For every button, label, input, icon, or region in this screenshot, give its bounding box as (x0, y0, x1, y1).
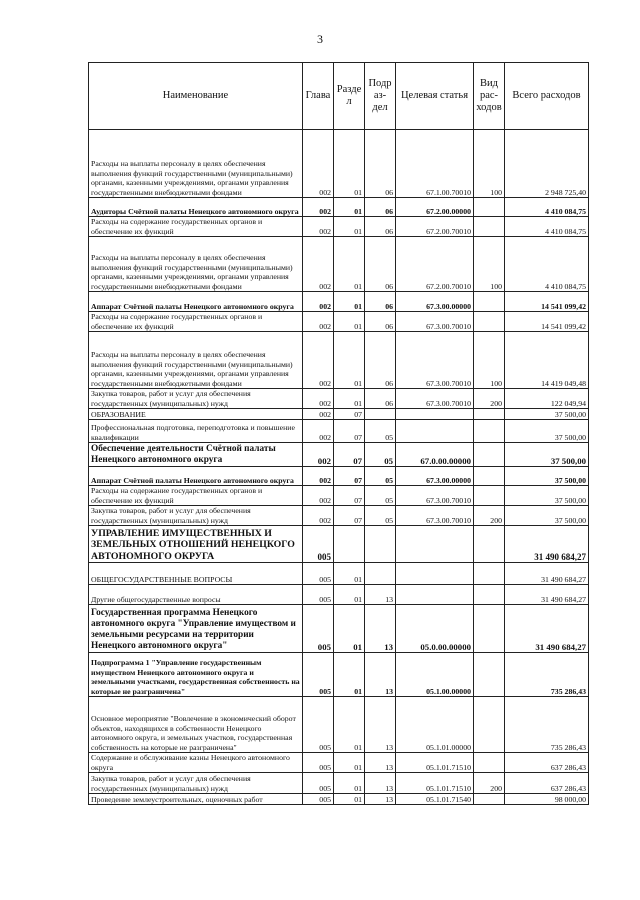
table-row (89, 486, 589, 506)
cell-total: 14 541 099,42 (505, 312, 589, 332)
cell-name: Расходы на выплаты персоналу в целях обеспечения выполнения функций государственными (муниципальными) органами, казенными учреждениями, органами управления государственными внебюджетными фондами (89, 332, 303, 389)
cell-podrazdel: 05 (365, 506, 396, 526)
cell-glava: 002 (303, 332, 334, 389)
table-row (89, 585, 589, 605)
cell-glava: 005 (303, 653, 334, 697)
budget-table (88, 62, 589, 805)
cell-glava: 005 (303, 697, 334, 753)
cell-vid: 200 (474, 389, 505, 409)
cell-razdel: 01 (334, 237, 365, 292)
cell-podrazdel (365, 409, 396, 420)
cell-podrazdel: 06 (365, 130, 396, 198)
cell-vid (474, 697, 505, 753)
cell-razdel: 01 (334, 292, 365, 312)
cell-vid (474, 486, 505, 506)
cell-razdel: 01 (334, 794, 365, 805)
header-total: Всего расходов (505, 63, 589, 130)
table-row (89, 653, 589, 697)
cell-podrazdel: 06 (365, 237, 396, 292)
cell-vid (474, 409, 505, 420)
cell-razdel: 01 (334, 753, 365, 773)
cell-total: 735 286,43 (505, 653, 589, 697)
cell-podrazdel: 06 (365, 217, 396, 237)
cell-name: Закупка товаров, работ и услуг для обеспечения государственных (муниципальных) нужд (89, 773, 303, 794)
cell-razdel: 07 (334, 486, 365, 506)
cell-name: Основное мероприятие "Вовлечение в экономический оборот объектов, находящихся в собственности Ненецкого автономного округа, и земельных участков, государственная собственность на которые не разграничена" (89, 697, 303, 753)
cell-podrazdel: 13 (365, 753, 396, 773)
cell-vid (474, 420, 505, 443)
table-row (89, 697, 589, 753)
cell-podrazdel (365, 526, 396, 563)
cell-name: Проведение землеустроительных, оценочных работ (89, 794, 303, 805)
cell-podrazdel: 06 (365, 312, 396, 332)
cell-podrazdel: 13 (365, 605, 396, 653)
cell-name: Расходы на выплаты персоналу в целях обеспечения выполнения функций государственными (муниципальными) органами, казенными учреждениями, органами управления государственными внебюджетными фондами (89, 237, 303, 292)
cell-vid (474, 526, 505, 563)
cell-total: 637 286,43 (505, 773, 589, 794)
cell-podrazdel: 05 (365, 486, 396, 506)
cell-vid (474, 794, 505, 805)
cell-glava: 005 (303, 526, 334, 563)
cell-target: 05.1.01.71510 (396, 753, 474, 773)
table-row (89, 563, 589, 585)
cell-target: 67.3.00.00000 (396, 467, 474, 486)
cell-razdel: 01 (334, 130, 365, 198)
cell-total: 98 000,00 (505, 794, 589, 805)
cell-glava: 002 (303, 443, 334, 467)
cell-razdel: 01 (334, 198, 365, 217)
cell-name: Расходы на содержание государственных органов и обеспечение их функций (89, 217, 303, 237)
page-number: 3 (317, 32, 323, 46)
cell-total: 4 410 084,75 (505, 198, 589, 217)
table-row (89, 753, 589, 773)
cell-razdel: 01 (334, 563, 365, 585)
cell-vid: 100 (474, 130, 505, 198)
cell-vid (474, 292, 505, 312)
cell-total: 14 419 049,48 (505, 332, 589, 389)
cell-glava: 005 (303, 585, 334, 605)
cell-target: 05.0.00.00000 (396, 605, 474, 653)
cell-target (396, 409, 474, 420)
cell-glava: 002 (303, 198, 334, 217)
cell-total: 37 500,00 (505, 409, 589, 420)
cell-name: Расходы на содержание государственных органов и обеспечение их функций (89, 312, 303, 332)
cell-total: 37 500,00 (505, 467, 589, 486)
cell-vid (474, 585, 505, 605)
table-row (89, 605, 589, 653)
cell-podrazdel: 06 (365, 198, 396, 217)
cell-razdel: 01 (334, 312, 365, 332)
cell-target: 67.0.00.00000 (396, 443, 474, 467)
cell-razdel: 07 (334, 420, 365, 443)
header-row (89, 63, 589, 130)
cell-vid: 200 (474, 506, 505, 526)
cell-total: 2 948 725,40 (505, 130, 589, 198)
cell-vid: 100 (474, 237, 505, 292)
cell-vid: 100 (474, 332, 505, 389)
cell-glava: 002 (303, 292, 334, 312)
cell-total: 31 490 684,27 (505, 605, 589, 653)
table-row (89, 217, 589, 237)
cell-target: 67.3.00.70010 (396, 486, 474, 506)
cell-razdel: 01 (334, 217, 365, 237)
cell-razdel (334, 526, 365, 563)
cell-razdel: 01 (334, 585, 365, 605)
cell-glava: 002 (303, 467, 334, 486)
cell-name: Закупка товаров, работ и услуг для обеспечения государственных (муниципальных) нужд (89, 389, 303, 409)
cell-podrazdel (365, 563, 396, 585)
table-row (89, 443, 589, 467)
cell-name: УПРАВЛЕНИЕ ИМУЩЕСТВЕННЫХ И ЗЕМЕЛЬНЫХ ОТНОШЕНИЙ НЕНЕЦКОГО АВТОНОМНОГО ОКРУГА (89, 526, 303, 563)
cell-target: 67.2.00.70010 (396, 217, 474, 237)
cell-podrazdel: 06 (365, 389, 396, 409)
cell-target: 05.1.01.71540 (396, 794, 474, 805)
cell-target (396, 563, 474, 585)
cell-target (396, 526, 474, 563)
table-row (89, 506, 589, 526)
cell-target: 67.3.00.70010 (396, 332, 474, 389)
cell-name: Аппарат Счётной палаты Ненецкого автономного округа (89, 292, 303, 312)
cell-vid (474, 198, 505, 217)
cell-razdel: 01 (334, 389, 365, 409)
cell-target: 67.3.00.70010 (396, 312, 474, 332)
cell-glava: 005 (303, 753, 334, 773)
cell-podrazdel: 06 (365, 332, 396, 389)
cell-target: 67.2.00.00000 (396, 198, 474, 217)
cell-glava: 005 (303, 794, 334, 805)
cell-glava: 002 (303, 420, 334, 443)
cell-podrazdel: 13 (365, 773, 396, 794)
cell-podrazdel: 05 (365, 443, 396, 467)
cell-glava: 002 (303, 389, 334, 409)
cell-total: 4 410 084,75 (505, 217, 589, 237)
cell-total: 637 286,43 (505, 753, 589, 773)
cell-target: 05.1.01.71510 (396, 773, 474, 794)
cell-vid: 200 (474, 773, 505, 794)
cell-total: 31 490 684,27 (505, 563, 589, 585)
cell-vid (474, 563, 505, 585)
cell-glava: 002 (303, 237, 334, 292)
cell-total: 37 500,00 (505, 420, 589, 443)
cell-razdel: 01 (334, 332, 365, 389)
cell-glava: 002 (303, 312, 334, 332)
cell-razdel: 07 (334, 467, 365, 486)
cell-glava: 005 (303, 773, 334, 794)
cell-total: 31 490 684,27 (505, 526, 589, 563)
cell-glava: 002 (303, 217, 334, 237)
cell-name: Расходы на содержание государственных органов и обеспечение их функций (89, 486, 303, 506)
cell-name: Содержание и обслуживание казны Ненецкого автономного округа (89, 753, 303, 773)
cell-glava: 002 (303, 486, 334, 506)
cell-total: 4 410 084,75 (505, 237, 589, 292)
cell-podrazdel: 13 (365, 697, 396, 753)
header-name: Наименование (89, 63, 303, 130)
cell-total: 37 500,00 (505, 506, 589, 526)
cell-glava: 002 (303, 506, 334, 526)
table-row (89, 198, 589, 217)
cell-name: Подпрограмма 1 "Управление государственным имуществом Ненецкого автономного округа и земельными участками, государственная собственность на которые не разграничена" (89, 653, 303, 697)
table-row (89, 794, 589, 805)
table-row (89, 773, 589, 794)
cell-name: Другие общегосударственные вопросы (89, 585, 303, 605)
cell-razdel: 07 (334, 506, 365, 526)
cell-target: 67.3.00.00000 (396, 292, 474, 312)
cell-name: Аудиторы Счётной палаты Ненецкого автономного округа (89, 198, 303, 217)
cell-razdel: 07 (334, 409, 365, 420)
cell-glava: 005 (303, 563, 334, 585)
cell-vid (474, 753, 505, 773)
header-podrazdel: Подр аз- дел (365, 63, 396, 130)
cell-name: ОБЩЕГОСУДАРСТВЕННЫЕ ВОПРОСЫ (89, 563, 303, 585)
cell-target: 67.3.00.70010 (396, 506, 474, 526)
table-row (89, 292, 589, 312)
cell-total: 37 500,00 (505, 486, 589, 506)
cell-total: 735 286,43 (505, 697, 589, 753)
cell-total: 31 490 684,27 (505, 585, 589, 605)
cell-target (396, 585, 474, 605)
table-row (89, 420, 589, 443)
cell-vid (474, 467, 505, 486)
cell-glava: 005 (303, 605, 334, 653)
table-row (89, 312, 589, 332)
cell-vid (474, 443, 505, 467)
cell-podrazdel: 13 (365, 653, 396, 697)
cell-podrazdel: 13 (365, 585, 396, 605)
cell-target: 05.1.00.00000 (396, 653, 474, 697)
cell-razdel: 01 (334, 653, 365, 697)
table-body (89, 130, 589, 805)
cell-vid (474, 217, 505, 237)
cell-glava: 002 (303, 409, 334, 420)
table-row (89, 237, 589, 292)
header-target: Целевая статья (396, 63, 474, 130)
cell-glava: 002 (303, 130, 334, 198)
table-row (89, 130, 589, 198)
cell-podrazdel: 05 (365, 467, 396, 486)
table-row (89, 409, 589, 420)
cell-podrazdel: 06 (365, 292, 396, 312)
cell-target: 05.1.01.00000 (396, 697, 474, 753)
table-row (89, 332, 589, 389)
cell-razdel: 07 (334, 443, 365, 467)
cell-target: 67.1.00.70010 (396, 130, 474, 198)
cell-name: Обеспечение деятельности Счётной палаты Ненецкого автономного округа (89, 443, 303, 467)
cell-name: Аппарат Счётной палаты Ненецкого автономного округа (89, 467, 303, 486)
cell-name: ОБРАЗОВАНИЕ (89, 409, 303, 420)
header-razdel: Разде л (334, 63, 365, 130)
header-vid: Вид рас- ходов (474, 63, 505, 130)
cell-name: Государственная программа Ненецкого автономного округа "Управление имуществом и земельными ресурсами на территории Ненецкого автономного округа" (89, 605, 303, 653)
cell-total: 14 541 099,42 (505, 292, 589, 312)
cell-vid (474, 605, 505, 653)
cell-vid (474, 312, 505, 332)
cell-name: Профессиональная подготовка, переподготовка и повышение квалификации (89, 420, 303, 443)
header-glava: Глава (303, 63, 334, 130)
table-row (89, 467, 589, 486)
table-row (89, 526, 589, 563)
cell-target: 67.2.00.70010 (396, 237, 474, 292)
cell-razdel: 01 (334, 697, 365, 753)
cell-target (396, 420, 474, 443)
cell-podrazdel: 05 (365, 420, 396, 443)
table-row (89, 389, 589, 409)
cell-vid (474, 653, 505, 697)
cell-total: 37 500,00 (505, 443, 589, 467)
cell-name: Расходы на выплаты персоналу в целях обеспечения выполнения функций государственными (муниципальными) органами, казенными учреждениями, органами управления государственными внебюджетными фондами (89, 130, 303, 198)
cell-razdel: 01 (334, 605, 365, 653)
cell-podrazdel: 13 (365, 794, 396, 805)
cell-razdel: 01 (334, 773, 365, 794)
cell-total: 122 049,94 (505, 389, 589, 409)
cell-target: 67.3.00.70010 (396, 389, 474, 409)
cell-name: Закупка товаров, работ и услуг для обеспечения государственных (муниципальных) нужд (89, 506, 303, 526)
